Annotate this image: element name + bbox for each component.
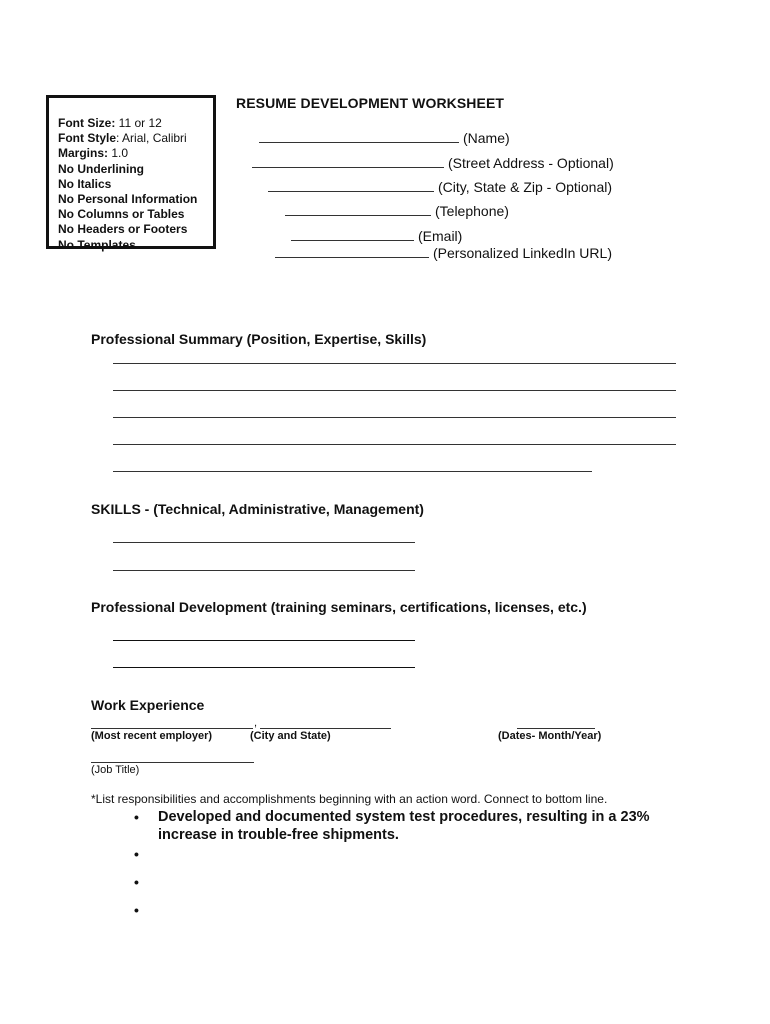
development-line[interactable] <box>113 640 415 641</box>
format-item: No Personal Information <box>58 192 198 207</box>
bullet-icon: • <box>134 846 139 862</box>
job-title-label: (Job Title) <box>91 764 140 776</box>
development-line[interactable] <box>113 667 415 668</box>
email-label: (Email) <box>418 228 463 244</box>
city-state-line[interactable] <box>260 728 391 729</box>
linkedin-blank[interactable] <box>275 245 429 258</box>
format-item: Margins: 1.0 <box>58 146 129 161</box>
employer-line[interactable] <box>91 728 253 729</box>
page-title: RESUME DEVELOPMENT WORKSHEET <box>236 95 505 111</box>
format-item: No Columns or Tables <box>58 207 185 222</box>
email-blank[interactable] <box>291 228 414 241</box>
name-label: (Name) <box>463 130 510 146</box>
bullet-icon: • <box>134 874 139 890</box>
summary-line[interactable] <box>113 417 676 418</box>
format-item: No Italics <box>58 176 112 191</box>
name-field[interactable] <box>259 130 510 146</box>
summary-line[interactable] <box>113 390 676 391</box>
telephone-label: (Telephone) <box>435 203 509 219</box>
city-field[interactable] <box>268 179 612 195</box>
work-heading: Work Experience <box>91 697 205 713</box>
format-item: Font Size: 11 or 12 <box>58 116 162 130</box>
job-title-line[interactable] <box>91 762 254 763</box>
format-item: No Templates <box>58 237 136 252</box>
street-label: (Street Address - Optional) <box>448 155 614 171</box>
summary-line[interactable] <box>113 363 676 364</box>
city-state-label: (City and State) <box>250 730 331 742</box>
bullet-icon: • <box>134 902 139 918</box>
skills-line[interactable] <box>113 542 415 543</box>
bullet-icon: • <box>134 809 139 825</box>
summary-heading: Professional Summary (Position, Expertise, Skills) <box>91 331 427 347</box>
dates-line[interactable] <box>517 728 595 729</box>
street-field[interactable] <box>252 155 614 171</box>
employer-label: (Most recent employer) <box>91 730 213 742</box>
street-blank[interactable] <box>252 155 444 168</box>
summary-line[interactable] <box>113 471 592 472</box>
format-item: No Headers or Footers <box>58 222 188 237</box>
bullet-item: Developed and documented system test procedures, resulting in a 23% increase in trouble-free shipments. <box>158 809 650 843</box>
email-field[interactable] <box>291 228 462 244</box>
dates-label: (Dates- Month/Year) <box>498 730 602 742</box>
city-blank[interactable] <box>268 179 434 192</box>
name-blank[interactable] <box>259 130 459 143</box>
format-requirements-box <box>46 95 216 252</box>
comma-separator: , <box>254 717 258 729</box>
linkedin-label: (Personalized LinkedIn URL) <box>433 245 612 261</box>
format-item: Font Style: Arial, Calibri <box>58 131 187 146</box>
skills-line[interactable] <box>113 570 415 571</box>
city-label: (City, State & Zip - Optional) <box>438 179 613 195</box>
summary-line[interactable] <box>113 444 676 445</box>
linkedin-field[interactable] <box>275 245 612 261</box>
telephone-blank[interactable] <box>285 203 431 216</box>
development-heading: Professional Development (training seminars, certifications, licenses, etc.) <box>91 599 587 615</box>
skills-heading: SKILLS - (Technical, Administrative, Management) <box>91 501 424 517</box>
instruction-text: *List responsibilities and accomplishments beginning with an action word. Connect to bottom line. <box>91 792 608 806</box>
telephone-field[interactable] <box>285 203 509 219</box>
format-item: No Underlining <box>58 161 144 176</box>
